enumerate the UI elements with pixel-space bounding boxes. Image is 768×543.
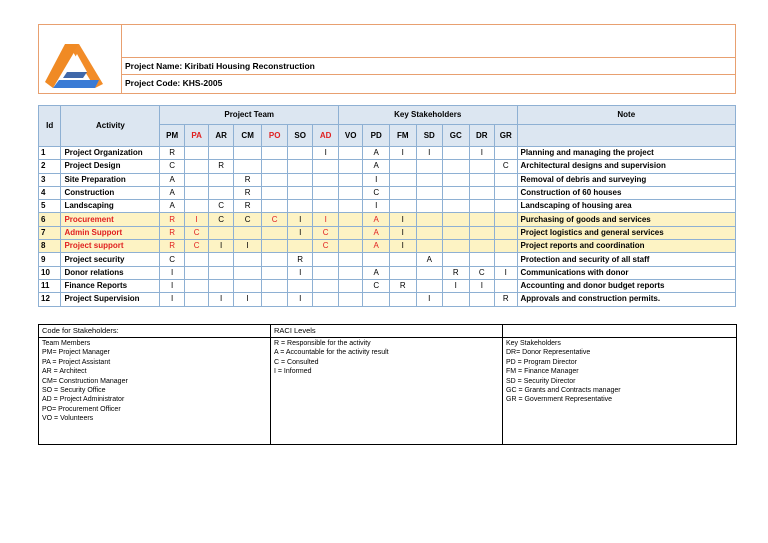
legend-line: I = Informed — [274, 368, 312, 376]
note-subheader — [517, 125, 736, 147]
activity-cell: Project security — [61, 253, 160, 266]
table-row — [39, 253, 736, 266]
raci-cell — [495, 213, 517, 226]
activity-cell: Finance Reports — [61, 279, 160, 292]
note-cell: Landscaping of housing area — [517, 200, 736, 213]
raci-cell: I — [313, 213, 339, 226]
legend-line: R = Responsible for the activity — [274, 340, 371, 347]
raci-cell — [313, 200, 339, 213]
activity-cell: Project Design — [61, 160, 160, 173]
raci-cell — [389, 253, 416, 266]
note-cell: Removal of debris and surveying — [517, 173, 736, 186]
legend-empty-title — [503, 325, 737, 338]
role-header: DR — [469, 125, 495, 147]
raci-cell — [443, 213, 470, 226]
raci-cell — [184, 160, 208, 173]
raci-cell — [313, 173, 339, 186]
activity-cell: Admin Support — [61, 226, 160, 239]
raci-cell — [262, 253, 288, 266]
raci-cell: R — [160, 240, 184, 253]
legend-line: SO = Security Office — [42, 387, 106, 395]
row-id: 11 — [39, 279, 61, 292]
raci-cell — [389, 200, 416, 213]
raci-cell: C — [262, 213, 288, 226]
table-row — [39, 173, 736, 186]
raci-cell — [495, 173, 517, 186]
raci-cell — [233, 226, 262, 239]
role-header: PA — [184, 125, 208, 147]
raci-cell — [443, 186, 470, 199]
raci-cell — [184, 147, 208, 160]
role-header: AD — [313, 125, 339, 147]
raci-cell — [287, 186, 313, 199]
raci-table-body — [39, 147, 736, 307]
activity-cell: Construction — [61, 186, 160, 199]
legend-key-stakeholders — [503, 338, 737, 445]
raci-cell: C — [160, 253, 184, 266]
raci-cell — [469, 186, 495, 199]
raci-cell: I — [495, 266, 517, 279]
raci-cell: A — [160, 173, 184, 186]
raci-cell: I — [160, 266, 184, 279]
role-header: GC — [443, 125, 470, 147]
raci-cell — [416, 200, 443, 213]
legend-line: FM = Finance Manager — [506, 368, 579, 376]
raci-cell: A — [363, 226, 390, 239]
note-cell: Communications with donor — [517, 266, 736, 279]
raci-cell — [338, 186, 362, 199]
legend-line: PO= Procurement Officer — [42, 405, 121, 413]
raci-cell — [184, 186, 208, 199]
raci-cell — [338, 240, 362, 253]
table-row — [39, 160, 736, 173]
raci-cell: R — [233, 186, 262, 199]
raci-cell: I — [469, 147, 495, 160]
row-id: 7 — [39, 226, 61, 239]
activity-header: Activity — [61, 106, 160, 147]
legend-line: DR= Donor Representative — [506, 349, 591, 357]
role-header: SD — [416, 125, 443, 147]
raci-cell — [338, 213, 362, 226]
raci-cell: I — [443, 279, 470, 292]
role-header: VO — [338, 125, 362, 147]
legend-line: PD = Program Director — [506, 358, 577, 366]
raci-cell — [209, 147, 233, 160]
row-id: 1 — [39, 147, 61, 160]
raci-cell: I — [287, 266, 313, 279]
raci-cell — [313, 253, 339, 266]
note-cell: Project reports and coordination — [517, 240, 736, 253]
role-header: PO — [262, 125, 288, 147]
raci-cell: I — [209, 293, 233, 306]
raci-cell — [495, 226, 517, 239]
raci-cell: A — [363, 160, 390, 173]
raci-cell: I — [287, 293, 313, 306]
raci-cell: A — [160, 186, 184, 199]
raci-cell — [416, 213, 443, 226]
raci-cell — [469, 226, 495, 239]
raci-cell: C — [363, 186, 390, 199]
legend-line: A = Accountable for the activity result — [274, 349, 389, 357]
raci-cell: C — [313, 226, 339, 239]
table-row — [39, 147, 736, 160]
raci-cell — [338, 200, 362, 213]
raci-cell: I — [363, 173, 390, 186]
raci-cell — [313, 279, 339, 292]
role-header: AR — [209, 125, 233, 147]
legend-stakeholder-codes-title: Code for Stakeholders: — [39, 325, 271, 338]
raci-cell: R — [160, 213, 184, 226]
role-header: SO — [287, 125, 313, 147]
raci-cell — [313, 186, 339, 199]
raci-cell — [209, 226, 233, 239]
activity-cell: Project Supervision — [61, 293, 160, 306]
raci-cell: C — [160, 160, 184, 173]
raci-cell — [469, 293, 495, 306]
note-cell: Protection and security of all staff — [517, 253, 736, 266]
project-team-header: Project Team — [160, 106, 339, 125]
raci-cell — [416, 160, 443, 173]
key-stakeholders-header: Key Stakeholders — [338, 106, 517, 125]
raci-cell — [469, 240, 495, 253]
raci-cell — [233, 160, 262, 173]
table-row — [39, 213, 736, 226]
raci-cell: C — [233, 213, 262, 226]
raci-cell — [184, 173, 208, 186]
raci-cell: C — [495, 160, 517, 173]
raci-cell: I — [389, 147, 416, 160]
table-row — [39, 186, 736, 199]
legend-line: GR = Government Representative — [506, 396, 613, 404]
raci-cell — [262, 200, 288, 213]
row-id: 3 — [39, 173, 61, 186]
raci-cell: A — [160, 200, 184, 213]
legend-line: CM= Construction Manager — [42, 377, 128, 385]
raci-cell: C — [313, 240, 339, 253]
role-header: PD — [363, 125, 390, 147]
legend-line: VO = Volunteers — [42, 415, 94, 423]
raci-cell: I — [160, 293, 184, 306]
raci-cell: R — [160, 147, 184, 160]
raci-cell — [262, 226, 288, 239]
logo-cell — [39, 25, 122, 93]
legend-line: SD = Security Director — [506, 377, 576, 385]
legend-raci-levels-title: RACI Levels — [271, 325, 503, 338]
raci-cell — [313, 266, 339, 279]
raci-cell — [262, 186, 288, 199]
row-id: 2 — [39, 160, 61, 173]
raci-cell — [338, 173, 362, 186]
raci-cell: I — [287, 226, 313, 239]
raci-cell — [287, 147, 313, 160]
raci-cell: R — [233, 173, 262, 186]
raci-cell — [469, 253, 495, 266]
project-name: Project Name: Kiribati Housing Reconstruction — [121, 58, 735, 75]
table-row — [39, 200, 736, 213]
raci-cell: C — [209, 213, 233, 226]
legend-raci-definitions — [271, 338, 503, 445]
raci-cell: I — [160, 279, 184, 292]
raci-cell — [262, 147, 288, 160]
raci-cell: I — [363, 200, 390, 213]
raci-cell — [443, 200, 470, 213]
raci-cell: R — [443, 266, 470, 279]
note-header: Note — [517, 106, 736, 125]
raci-cell — [469, 173, 495, 186]
legend-team-members — [39, 338, 271, 445]
legend-line: Team Members — [42, 340, 91, 347]
raci-cell — [469, 213, 495, 226]
raci-cell: A — [363, 240, 390, 253]
note-cell: Accounting and donor budget reports — [517, 279, 736, 292]
raci-cell: R — [209, 160, 233, 173]
role-header: GR — [495, 125, 517, 147]
table-row — [39, 266, 736, 279]
raci-cell — [184, 253, 208, 266]
raci-cell — [184, 279, 208, 292]
raci-cell: C — [363, 279, 390, 292]
role-header: PM — [160, 125, 184, 147]
raci-cell — [416, 266, 443, 279]
role-header: FM — [389, 125, 416, 147]
table-row — [39, 279, 736, 292]
legend-line: AR = Architect — [42, 368, 87, 376]
legend-line: AD = Project Administrator — [42, 396, 125, 404]
raci-cell — [443, 240, 470, 253]
raci-cell — [389, 173, 416, 186]
note-cell: Approvals and construction permits. — [517, 293, 736, 306]
raci-cell — [389, 293, 416, 306]
raci-cell: R — [495, 293, 517, 306]
raci-cell — [363, 293, 390, 306]
raci-cell — [416, 279, 443, 292]
legend-line: PM= Project Manager — [42, 349, 110, 357]
header-blank-row — [121, 25, 735, 58]
raci-cell — [338, 147, 362, 160]
row-id: 5 — [39, 200, 61, 213]
raci-cell — [495, 279, 517, 292]
raci-cell — [209, 266, 233, 279]
table-row — [39, 240, 736, 253]
raci-cell: C — [184, 240, 208, 253]
raci-cell: C — [209, 200, 233, 213]
raci-cell — [233, 266, 262, 279]
legend-line: PA = Project Assistant — [42, 358, 111, 366]
raci-cell — [262, 266, 288, 279]
row-id: 6 — [39, 213, 61, 226]
table-row — [39, 226, 736, 239]
raci-cell: I — [416, 147, 443, 160]
raci-cell — [338, 160, 362, 173]
raci-cell: I — [233, 240, 262, 253]
raci-cell: A — [363, 266, 390, 279]
raci-cell — [469, 160, 495, 173]
raci-cell — [416, 240, 443, 253]
raci-cell: R — [389, 279, 416, 292]
activity-cell: Project support — [61, 240, 160, 253]
raci-cell — [495, 240, 517, 253]
raci-cell: I — [313, 147, 339, 160]
note-cell: Purchasing of goods and services — [517, 213, 736, 226]
raci-cell — [209, 253, 233, 266]
row-id: 12 — [39, 293, 61, 306]
raci-cell: A — [416, 253, 443, 266]
raci-matrix-table — [38, 105, 736, 307]
activity-cell: Site Preparation — [61, 173, 160, 186]
raci-cell: I — [389, 213, 416, 226]
raci-cell — [233, 279, 262, 292]
row-id: 10 — [39, 266, 61, 279]
activity-cell: Landscaping — [61, 200, 160, 213]
raci-cell — [287, 240, 313, 253]
row-id: 4 — [39, 186, 61, 199]
raci-cell — [338, 293, 362, 306]
table-row — [39, 293, 736, 306]
raci-cell — [495, 200, 517, 213]
project-header — [38, 24, 736, 94]
raci-cell — [233, 147, 262, 160]
raci-cell — [262, 173, 288, 186]
legend-line: GC = Grants and Contracts manager — [506, 387, 621, 395]
raci-cell: R — [233, 200, 262, 213]
note-cell: Planning and managing the project — [517, 147, 736, 160]
raci-cell — [209, 186, 233, 199]
raci-cell — [184, 293, 208, 306]
raci-cell — [389, 160, 416, 173]
row-id: 9 — [39, 253, 61, 266]
raci-cell: I — [209, 240, 233, 253]
raci-cell — [389, 266, 416, 279]
raci-cell — [363, 253, 390, 266]
raci-cell: C — [469, 266, 495, 279]
raci-cell — [495, 253, 517, 266]
raci-cell: I — [389, 226, 416, 239]
role-header: CM — [233, 125, 262, 147]
raci-cell: I — [233, 293, 262, 306]
raci-cell — [338, 266, 362, 279]
activity-cell: Procurement — [61, 213, 160, 226]
raci-cell: R — [160, 226, 184, 239]
raci-cell — [287, 200, 313, 213]
raci-cell — [313, 293, 339, 306]
raci-cell — [233, 253, 262, 266]
activity-cell: Project Organization — [61, 147, 160, 160]
raci-cell — [443, 226, 470, 239]
raci-cell — [287, 173, 313, 186]
note-cell: Construction of 60 houses — [517, 186, 736, 199]
raci-cell — [495, 186, 517, 199]
raci-cell: I — [287, 213, 313, 226]
raci-cell — [262, 279, 288, 292]
raci-cell — [338, 279, 362, 292]
raci-cell — [416, 226, 443, 239]
raci-cell — [443, 173, 470, 186]
row-id: 8 — [39, 240, 61, 253]
raci-cell — [184, 200, 208, 213]
raci-cell — [416, 186, 443, 199]
raci-cell — [389, 186, 416, 199]
raci-cell — [209, 173, 233, 186]
raci-cell — [262, 160, 288, 173]
raci-cell — [184, 266, 208, 279]
raci-cell — [338, 226, 362, 239]
legend-line: Key Stakeholders — [506, 340, 561, 347]
raci-cell — [416, 173, 443, 186]
raci-cell — [338, 253, 362, 266]
raci-cell — [262, 240, 288, 253]
activity-cell: Donor relations — [61, 266, 160, 279]
company-logo-icon — [43, 42, 105, 90]
id-header: Id — [39, 106, 61, 147]
note-cell: Architectural designs and supervision — [517, 160, 736, 173]
raci-cell — [262, 293, 288, 306]
raci-cell: I — [184, 213, 208, 226]
raci-cell — [209, 279, 233, 292]
raci-cell: A — [363, 213, 390, 226]
raci-cell: A — [363, 147, 390, 160]
raci-cell — [443, 253, 470, 266]
raci-cell — [443, 293, 470, 306]
note-cell: Project logistics and general services — [517, 226, 736, 239]
raci-cell: I — [389, 240, 416, 253]
raci-cell — [313, 160, 339, 173]
raci-cell — [287, 160, 313, 173]
raci-cell — [443, 160, 470, 173]
legend-line: C = Consulted — [274, 358, 319, 366]
raci-cell: I — [469, 279, 495, 292]
raci-cell: R — [287, 253, 313, 266]
raci-cell — [469, 200, 495, 213]
raci-cell: C — [184, 226, 208, 239]
raci-cell — [495, 147, 517, 160]
project-code: Project Code: KHS-2005 — [125, 78, 223, 88]
code-legend-table — [38, 324, 737, 445]
raci-cell — [443, 147, 470, 160]
raci-cell — [287, 279, 313, 292]
raci-cell: I — [416, 293, 443, 306]
